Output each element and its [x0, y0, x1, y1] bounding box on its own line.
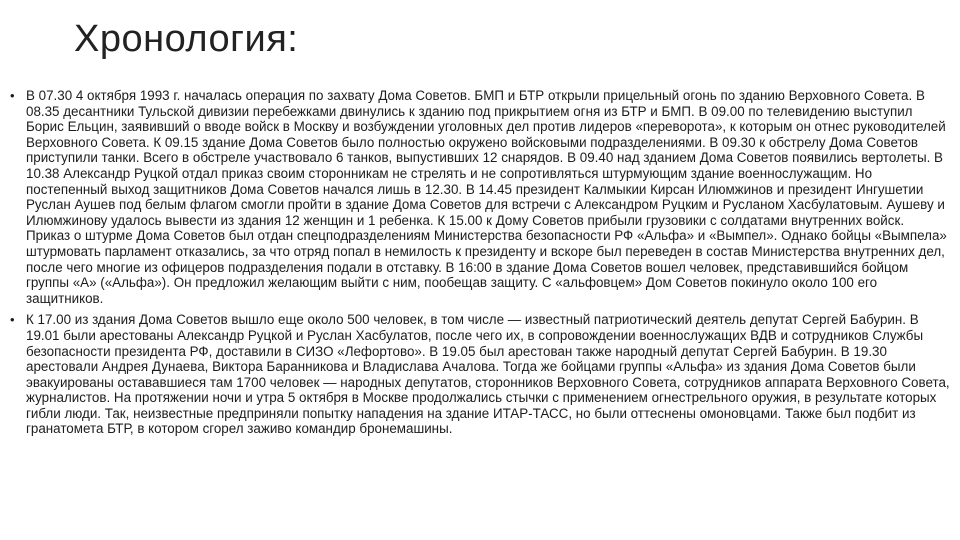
bullet-item — [10, 88, 950, 306]
slide-content — [10, 88, 950, 443]
bullet-text: В 07.30 4 октября 1993 г. началась операция по захвату Дома Советов. БМП и БТР открыли прицельный огонь по зданию Верховного Совета. В 08.35 десантники Тульской дивизии перебежками двинулись к зданию под прикрытием огня из БТР и БМП. В 09.00 по телевидению выступил Борис Ельцин, заявивший о вводе войск в Москву и возбуждении уголовных дел против лидеров «переворота», к которым он отнес руководителей Верховного Совета. К 09.15 здание Дома Советов было полностью окружено войсковыми подразделениями. В 09.30 к обстрелу Дома Советов приступили танки. Всего в обстреле участвовало 6 танков, выпустивших 12 снарядов. В 09.40 над зданием Дома Советов появились вертолеты. В 10.38 Александр Руцкой отдал приказ своим сторонникам не стрелять и не сопротивляться штурмующим здание военнослужащим. Но постепенный выход защитников Дома Советов начался лишь в 12.30. В 14.45 президент Калмыкии Кирсан Илюмжинов и президент Ингушетии Руслан Аушев под белым флагом смогли пройти в здание Дома Советов для встречи с Александром Руцким и Русланом Хасбулатовым. Аушеву и Илюмжинову удалось вывести из здания 12 женщин и 1 ребенка. К 15.00 к Дому Советов прибыли грузовики с солдатами внутренних войск. Приказ о штурме Дома Советов был отдан спецподразделениям Министерства безопасности РФ «Альфа» и «Вымпел». Однако бойцы «Вымпела» штурмовать парламент отказались, за что отряд попал в немилость к президенту и вскоре был переведен в состав Министерства внутренних дел, после чего многие из офицеров подразделения подали в отставку. В 16:00 в здание Дома Советов вошел человек, представившийся бойцом группы «А» («Альфа»). Он предложил желающим выйти с ним, пообещав защиту. С «альфовцем» Дом Советов покинуло около 100 его защитников. — [26, 88, 947, 306]
bullet-marker: • — [10, 88, 15, 103]
slide-title: Хронология: — [74, 18, 299, 60]
bullet-item — [10, 312, 950, 437]
bullet-marker: • — [10, 312, 15, 328]
bullet-text: К 17.00 из здания Дома Советов вышло еще около 500 человек, в том числе — известный патриотический деятель депутат Сергей Бабурин. В 19.01 были арестованы Александр Руцкой и Руслан Хасбулатов, после чего их, в сопровождении военнослужащих ВДВ и сотрудников Службы безопасности президента РФ, доставили в СИЗО «Лефортово». В 19.05 был арестован также народный депутат Сергей Бабурин. В 19.30 арестовали Андрея Дунаева, Виктора Баранникова и Владислава Ачалова. Тогда же бойцами группы «Альфа» из здания Дома Советов были эвакуированы остававшиеся там 1700 человек — народных депутатов, сторонников Верховного Совета, сотрудников аппарата Верховного Совета, журналистов. На протяжении ночи и утра 5 октября в Москве продолжались стычки с применением огнестрельного оружия, в результате которых гибли люди. Так, неизвестные предприняли попытку нападения на здание ИТАР-ТАСС, но были оттеснены омоновцами. Также был подбит из гранатомета БТР, в котором сгорел заживо командир бронемашины. — [26, 312, 950, 437]
